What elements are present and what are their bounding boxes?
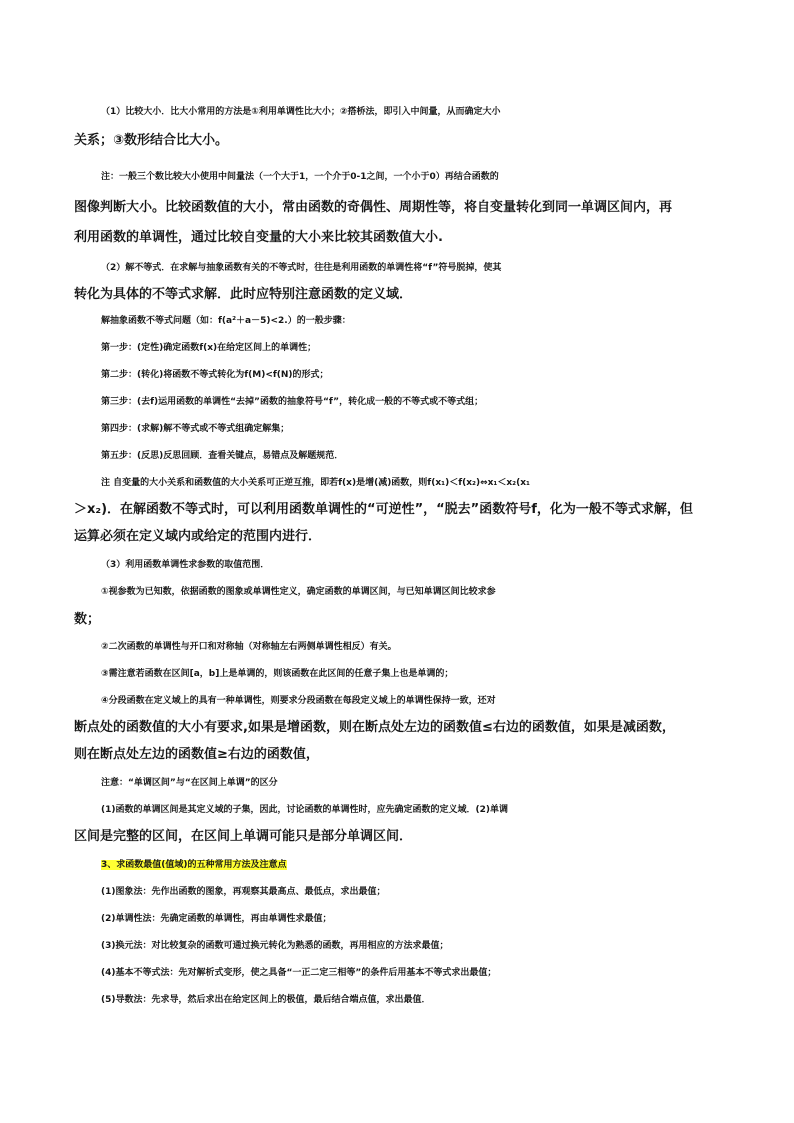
text-line: 第二步：(转化)将函数不等式转化为f(M)<f(N)的形式；: [101, 370, 329, 380]
text-line: ③需注意若函数在区间[a，b]上是单调的，则该函数在此区间的任意子集上也是单调的；: [101, 669, 454, 679]
text-line: (3)换元法：对比较复杂的函数可通过换元转化为熟悉的函数，再用相应的方法求最值；: [101, 941, 449, 951]
text-line: 数；: [74, 612, 101, 627]
text-line: 运算必须在定义域内或给定的范围内进行．: [74, 529, 322, 544]
text-line: 图像判断大小。比较函数值的大小，常由函数的奇偶性、周期性等，将自变量转化到同一单调区间内，再: [74, 200, 673, 215]
text-line: (4)基本不等式法：先对解析式变形，使之具备“一正二定三相等”的条件后用基本不等式求出最值；: [101, 968, 497, 978]
text-line: 转化为具体的不等式求解．此时应特别注意函数的定义域．: [74, 287, 413, 302]
text-line: ①视参数为已知数，依据函数的图象或单调性定义，确定函数的单调区间，与已知单调区间比较求参: [101, 587, 496, 597]
highlighted-heading: 3、求函数最值(值域)的五种常用方法及注意点: [101, 860, 287, 870]
text-line: 关系；③数形结合比大小。: [74, 133, 229, 148]
text-line: ④分段函数在定义域上的具有一种单调性，则要求分段函数在每段定义域上的单调性保持一致，还对: [101, 696, 496, 706]
text-line: 区间是完整的区间，在区间上单调可能只是部分单调区间．: [74, 829, 413, 844]
text-line: ＞x₂)．在解函数不等式时，可以利用函数单调性的“可逆性”，“脱去”函数符号f，化为一般不等式求解，但: [74, 502, 693, 517]
text-line: 注意：“单调区间”与“在区间上单调”的区分: [101, 778, 278, 788]
text-line: （2）解不等式．在求解与抽象函数有关的不等式时，往往是利用函数的单调性将“f”符号脱掉，使其: [101, 263, 502, 273]
text-line: 解抽象函数不等式问题（如：f(a²＋a－5)<2.）的一般步骤：: [101, 316, 351, 326]
section-heading: [101, 857, 757, 873]
text-line: ②二次函数的单调性与开口和对称轴（对称轴左右两侧单调性相反）有关。: [101, 642, 397, 652]
text-line: （3）利用函数单调性求参数的取值范围．: [101, 560, 270, 570]
text-line: (1)图象法：先作出函数的图象，再观察其最高点、最低点，求出最值；: [101, 887, 386, 897]
text-line: (5)导数法：先求导，然后求出在给定区间上的极值，最后结合端点值，求出最值．: [101, 995, 431, 1005]
text-line: 断点处的函数值的大小有要求,如果是增函数，则在断点处左边的函数值≤右边的函数值，如果是减函数，: [74, 720, 675, 735]
text-line: 第四步：(求解)解不等式或不等式组确定解集；: [101, 424, 290, 434]
text-line: 第三步：(去f)运用函数的单调性“去掉”函数的抽象符号“f”，转化成一般的不等式或不等式组；: [101, 397, 484, 407]
text-line: 第五步：(反思)反思回顾．查看关键点，易错点及解题规范．: [101, 451, 344, 461]
text-line: 利用函数的单调性，通过比较自变量的大小来比较其函数值大小.: [74, 230, 443, 245]
text-line: （1）比较大小．比大小常用的方法是①利用单调性比大小；②搭桥法，即引入中间量，从而确定大小: [101, 107, 501, 117]
text-line: 注：一般三个数比较大小使用中间量法（一个大于1，一个介于0-1之间，一个小于0）再结合函数的: [101, 172, 499, 182]
text-line: 注 自变量的大小关系和函数值的大小关系可正逆互推，即若f(x)是增(减)函数，则f(x₁)＜f(x₂)⇔x₁＜x₂(x₁: [101, 478, 530, 488]
text-line: 则在断点处左边的函数值≥右边的函数值，: [74, 747, 319, 762]
text-line: (1)函数的单调区间是其定义域的子集，因此，讨论函数的单调性时，应先确定函数的定义域．(2)单调: [101, 805, 508, 815]
text-line: (2)单调性法：先确定函数的单调性，再由单调性求最值；: [101, 914, 332, 924]
text-line: 第一步：(定性)确定函数f(x)在给定区间上的单调性；: [101, 343, 317, 353]
